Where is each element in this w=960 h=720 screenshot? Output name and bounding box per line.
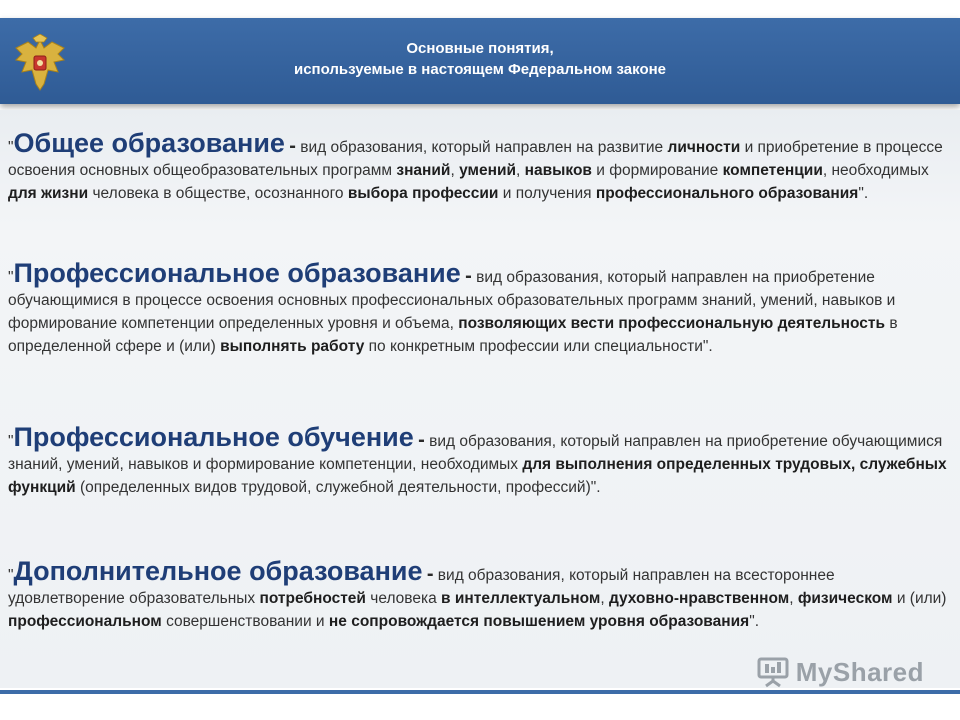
definition-term: Профессиональное образование: [13, 258, 461, 288]
definition-text: вид образования, который направлен на всестороннее удовлетворение образовательных: [8, 567, 835, 607]
definition-text: вид образования, который направлен на приобретение обучающимися знаний, умений, навыков и формирование компетенции, необходимых: [8, 433, 943, 473]
keyword: знаний: [396, 162, 451, 179]
keyword: умений: [459, 162, 517, 179]
definition-text: (определенных видов трудовой, служебной деятельности, профессий): [80, 479, 591, 496]
keyword: навыков: [524, 162, 592, 179]
definition-general-education: "Общее образование - вид образования, который направлен на развитие личности и приобретение в процессе освоения основных общеобразовательных программ знаний, умений, навыков и формирование компетенции, необходимых для жизни человека в обществе, осознанного выбора профессии и получения профессионального образования".: [8, 128, 943, 202]
keyword: профессиональном: [8, 613, 162, 630]
keyword: для жизни: [8, 185, 89, 202]
definition-text: человека в обществе, осознанного: [92, 185, 344, 202]
title-line-2: используемые в настоящем Федеральном законе: [293, 61, 667, 78]
keyword: не сопровождается повышением уровня образования: [328, 613, 750, 630]
title-line-1: Основные понятия,: [406, 40, 554, 57]
keyword: в интеллектуальном: [441, 590, 601, 607]
definition-professional-training: "Профессиональное обучение - вид образования, который направлен на приобретение обучающимися знаний, умений, навыков и формирование компетенции, необходимых для выполнения определенных трудовых, служебных функций (определенных видов трудовой, служебной деятельности, профессий)".: [8, 422, 947, 496]
keyword: выполнять работу: [220, 338, 365, 355]
double-headed-eagle-emblem-icon: [14, 34, 66, 94]
definition-text: и приобретение в процессе освоения основных общеобразовательных программ: [8, 139, 943, 179]
definition-text: вид образования, который направлен на приобретение обучающимися в процессе освоения основных профессиональных образовательных программ знаний, умений, навыков и формирование компетенции определенных уровня и объема,: [8, 269, 896, 332]
bottom-divider: [0, 690, 960, 694]
definition-additional-education: "Дополнительное образование - вид образования, который направлен на всестороннее удовлетворение образовательных потребностей человека в интеллектуальном, духовно-нравственном, физическом и (или) профессиональном совершенствовании и не сопровождается повышением уровня образования".: [8, 556, 947, 630]
definition-text: в определенной сфере и (или): [8, 315, 898, 355]
keyword: личности: [667, 139, 741, 156]
definitions-panel: [0, 110, 960, 688]
definition-text: человека: [370, 590, 437, 607]
definition-text: вид образования, который направлен на развитие: [300, 139, 664, 156]
watermark-text: MyShared: [795, 656, 924, 687]
keyword: потребностей: [259, 590, 366, 607]
definition-professional-education: "Профессиональное образование - вид образования, который направлен на приобретение обучающимися в процессе освоения основных профессиональных образовательных программ знаний, умений, навыков и формирование компетенции определенных уровня и объема, позволяющих вести профессиональную деятельность в определенной сфере и (или) выполнять работу по конкретным профессии или специальности".: [8, 258, 898, 355]
slide-header: [0, 18, 960, 104]
definition-term: Профессиональное обучение: [13, 422, 414, 452]
definition-text: по конкретным профессии или специальности: [368, 338, 703, 355]
definition-text: и (или): [896, 590, 947, 607]
keyword: для выполнения определенных трудовых, служебных функций: [8, 456, 947, 496]
keyword: физическом: [797, 590, 893, 607]
definition-text: и получения: [502, 185, 592, 202]
watermark: [756, 656, 924, 688]
keyword: компетенции: [722, 162, 823, 179]
definition-text: и формирование: [596, 162, 719, 179]
definition-term: Дополнительное образование: [13, 556, 423, 586]
keyword: выбора профессии: [347, 185, 499, 202]
definition-term: Общее образование: [13, 128, 285, 158]
definition-text: совершенствовании и: [166, 613, 325, 630]
keyword: позволяющих вести профессиональную деятельность: [458, 315, 886, 332]
page-title: [120, 38, 840, 80]
presentation-screen-icon: [756, 656, 790, 688]
keyword: профессионального образования: [595, 185, 859, 202]
keyword: духовно-нравственном: [608, 590, 790, 607]
definition-text: , необходимых: [822, 162, 929, 179]
